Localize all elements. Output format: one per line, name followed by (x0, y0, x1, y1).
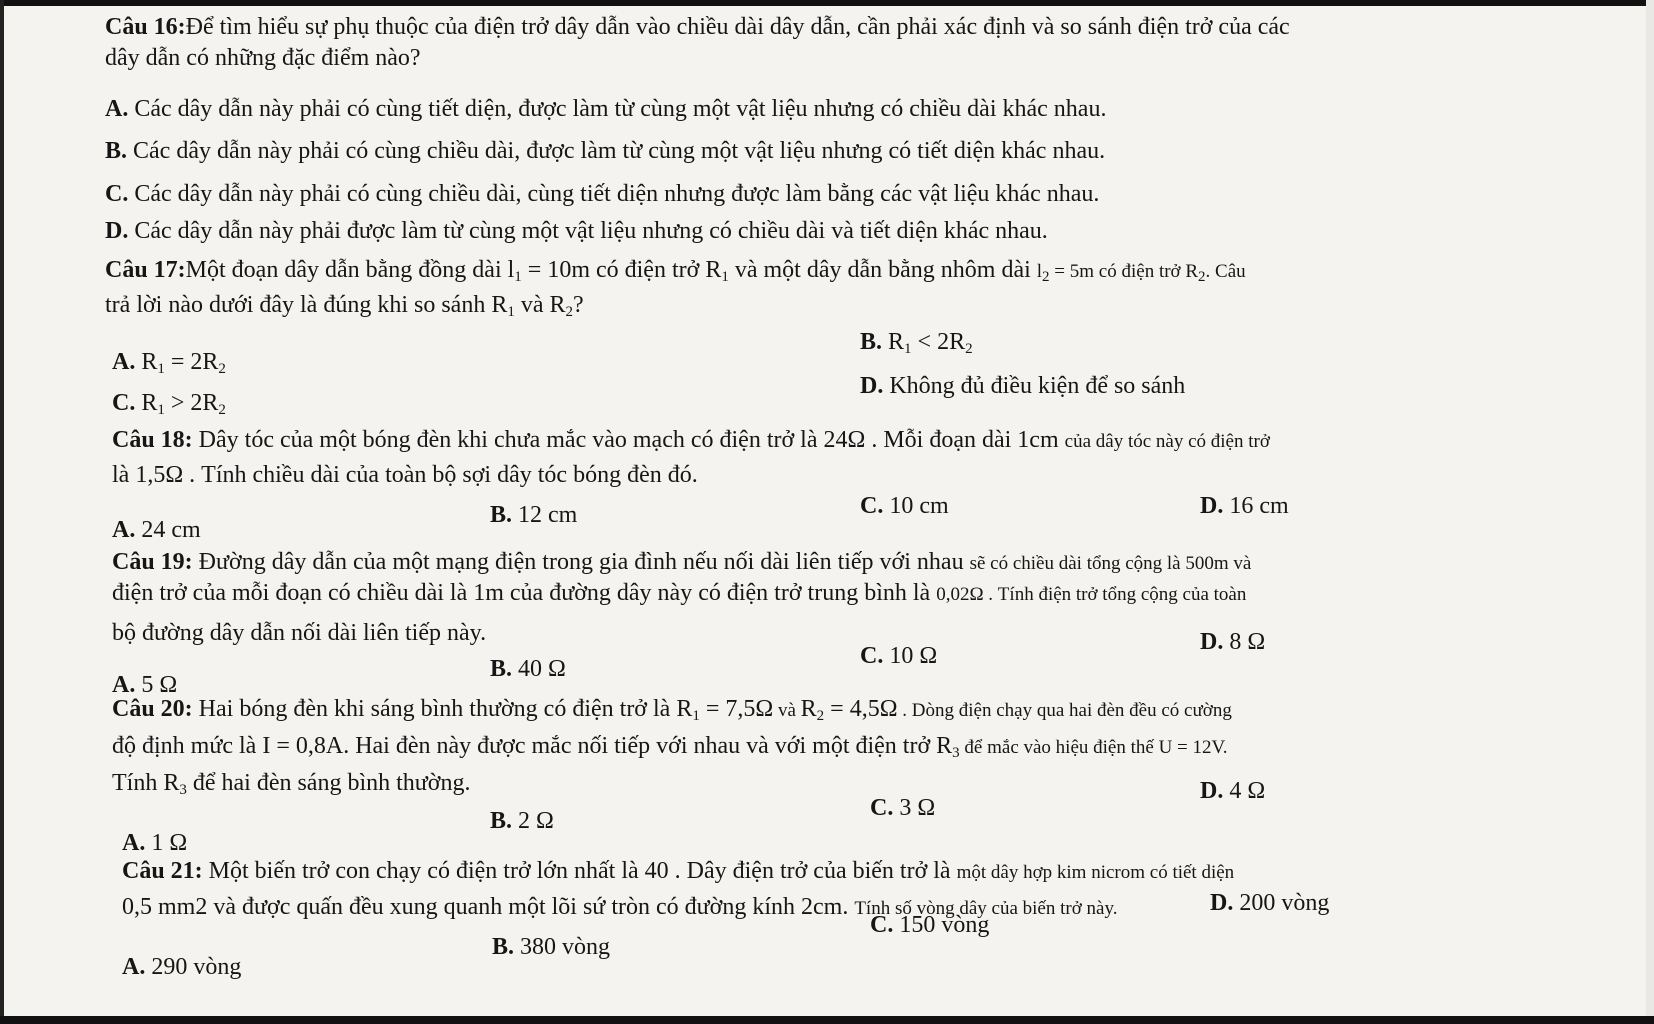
q18-option-c: C. 10 cm (860, 493, 949, 519)
right-margin (1646, 0, 1654, 1024)
q16-option-c: C. Các dây dẫn này phải có cùng chiều dài, cùng tiết diện nhưng được làm bằng các vật liệu khác nhau. (105, 181, 1100, 207)
q17-line2: trả lời nào dưới đây là đúng khi so sánh $R_1$ và $R_2$? (105, 292, 584, 320)
q17-line1: Câu 17:Một đoạn dây dẫn bằng đồng dài $l_1 = 10m$ có điện trở $R_1$ và một dây dẫn bằng nhôm dài $l_2 = 5m$ có điện trở $R_2$. Câu (105, 257, 1246, 285)
q21-option-a: A. 290 vòng (122, 954, 242, 980)
q20-line1: Câu 20: Hai bóng đèn khi sáng bình thường có điện trở là $R_1 = 7,5\Omega$ và $R_2 = 4,5\Omega$ . Dòng điện chạy qua hai đèn đều có cường (112, 696, 1232, 724)
q20-option-b: B. 2 Ω (490, 808, 554, 834)
q18-option-a: A. 24 cm (112, 517, 201, 543)
q21-line1: Câu 21: Một biến trở con chạy có điện trở lớn nhất là 40 . Dây điện trở của biến trở là một dây hợp kim nicrom có tiết diện (122, 858, 1235, 884)
q19-option-b: B. 40 Ω (490, 656, 566, 682)
bottom-border (0, 1016, 1654, 1024)
q21-option-b: B. 380 vòng (492, 934, 611, 960)
q21-line2: 0,5 mm2 và được quấn đều xung quanh một lõi sứ tròn có đường kính 2cm. Tính số vòng dây của biến trở này. (122, 894, 1118, 920)
q16-option-a: A. Các dây dẫn này phải có cùng tiết diện, được làm từ cùng một vật liệu nhưng có chiều dài khác nhau. (105, 96, 1107, 122)
q17-option-b: B. $R_1 < 2R_2$ (860, 329, 973, 357)
q18-line1: Câu 18: Dây tóc của một bóng đèn khi chưa mắc vào mạch có điện trở là 24Ω . Mỗi đoạn dài 1cm của dây tóc này có điện trở (112, 427, 1270, 453)
q18-option-d: D. 16 cm (1200, 493, 1289, 519)
q17-option-d: D. Không đủ điều kiện để so sánh (860, 373, 1186, 399)
q20-option-d: D. 4 Ω (1200, 778, 1266, 804)
q19-option-c: C. 10 Ω (860, 643, 938, 669)
q20-option-a: A. 1 Ω (122, 830, 188, 856)
q16-line2: dây dẫn có những đặc điểm nào? (105, 45, 421, 71)
q19-line2: điện trở của mỗi đoạn có chiều dài là 1m của đường dây này có điện trở trung bình là 0,02Ω . Tính điện trở tổng cộng của toàn (112, 580, 1247, 606)
q16-option-d: D. Các dây dẫn này phải được làm từ cùng một vật liệu nhưng có chiều dài và tiết diện khác nhau. (105, 218, 1048, 244)
q20-line3: Tính $R_3$ để hai đèn sáng bình thường. (112, 770, 471, 798)
q18-line2: là 1,5Ω . Tính chiều dài của toàn bộ sợi dây tóc bóng đèn đó. (112, 462, 698, 488)
q21-option-d: D. 200 vòng (1210, 890, 1330, 916)
q20-line2: độ định mức là I = 0,8A. Hai đèn này được mắc nối tiếp với nhau và với một điện trở $R_3$ để mắc vào hiệu điện thế U = 12V. (112, 733, 1228, 761)
q18-option-b: B. 12 cm (490, 502, 578, 528)
q17-option-c: C. $R_1 > 2R_2$ (112, 390, 226, 418)
q19-line1: Câu 19: Đường dây dẫn của một mạng điện trong gia đình nếu nối dài liên tiếp với nhau sẽ có chiều dài tổng cộng là 500m và (112, 549, 1252, 575)
q19-line3: bộ đường dây dẫn nối dài liên tiếp này. (112, 620, 487, 646)
q16-line1: Câu 16:Để tìm hiểu sự phụ thuộc của điện trở dây dẫn vào chiều dài dây dẫn, cần phải xác định và so sánh điện trở của các (105, 14, 1290, 40)
q17-option-a: A. $R_1 = 2R_2$ (112, 349, 226, 377)
q16-option-b: B. Các dây dẫn này phải có cùng chiều dài, được làm từ cùng một vật liệu nhưng có tiết diện khác nhau. (105, 138, 1106, 164)
q19-option-d: D. 8 Ω (1200, 629, 1266, 655)
q19-option-a: A. 5 Ω (112, 672, 178, 698)
q20-option-c: C. 3 Ω (870, 795, 936, 821)
q21-option-c: C. 150 vòng (870, 912, 990, 938)
